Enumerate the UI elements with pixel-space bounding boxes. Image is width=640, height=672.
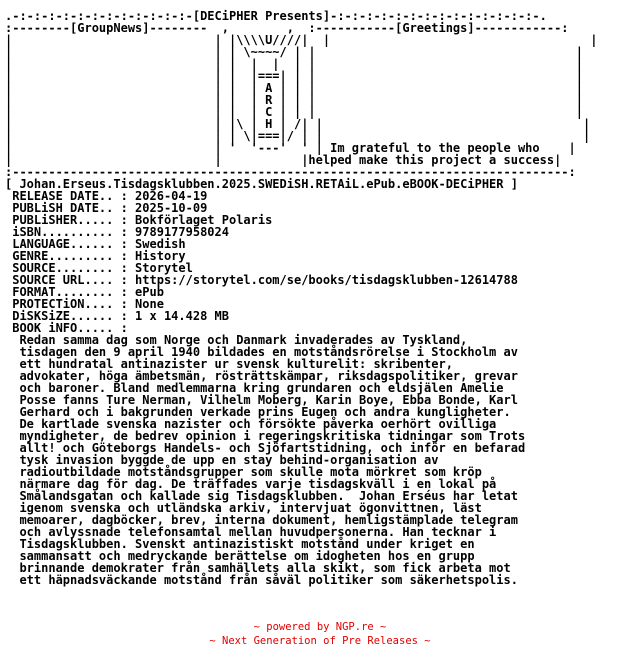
nfo-line: LANGUAGE...... : Swedish — [5, 237, 186, 251]
nfo-line: DiSKSiZE...... : 1 x 14.428 MB — [5, 309, 229, 323]
nfo-line: och baroner. Bland medlemmarna kring grundaren och eldsjälen Amelie — [5, 381, 504, 395]
nfo-line: närmare dag för dag. De träffades varje tisdagskväll i en lokal på — [5, 477, 497, 491]
nfo-line: | | ' '---' ' | Im grateful to the people who | — [5, 141, 576, 155]
nfo-text-block — [5, 10, 597, 586]
nfo-line: ett häpnadsväckande motstånd från såväl politiker som säkerhetspolis. — [5, 573, 518, 587]
nfo-line: | | |\ | H | /| | | — [5, 117, 591, 131]
nfo-line: SOURCE........ : Storytel — [5, 261, 193, 275]
nfo-line: iSBN.......... : 9789177958024 — [5, 225, 229, 239]
footer — [0, 620, 640, 648]
nfo-line: Tisdagsklubben. Svenskt antinazistiskt motstånd under kriget en — [5, 537, 475, 551]
footer-powered-by: ~ powered by NGP.re ~ — [253, 621, 387, 633]
nfo-line: Posse fanns Ture Nerman, Vilhelm Moberg, Karin Boye, Ebba Bonde, Karl — [5, 393, 518, 407]
nfo-line: brinnande demokrater från samhällets alla skikt, som fick arbeta mot — [5, 561, 511, 575]
nfo-line: allt! och Göteborgs Handels- och Sjöfartstidning, och inför en befarad — [5, 441, 526, 455]
nfo-line: BOOK iNFO..... : — [5, 321, 128, 335]
nfo-line: De kartlade svenska nazister och försökte påverka oerhört ovilliga — [5, 417, 497, 431]
nfo-line: SOURCE URL.... : https://storytel.com/se/books/tisdagsklubben-12614788 — [5, 273, 518, 287]
nfo-line: | | | | | | | | — [5, 57, 583, 71]
nfo-line: myndigheter, de bedrev opinion i regeringskritiska tidningar som Trots — [5, 429, 526, 443]
nfo-line: .-:-:-:-:-:-:-:-:-:-:-:-:-[DECiPHER Presents]-:-:-:-:-:-:-:-:-:-:-:-:-:-:-. — [5, 9, 547, 23]
nfo-line: :-----------------------------------------------------------------------------: — [5, 165, 576, 179]
nfo-line: | | | | C | | | | — [5, 105, 583, 119]
nfo-line: igenom svenska och utländska arkiv, intervjuat ögonvittnen, läst — [5, 501, 482, 515]
nfo-line: ett hundratal antinazister ur svensk kulturelit: skribenter, — [5, 357, 453, 371]
nfo-line: | | | | R | | | | — [5, 93, 583, 107]
nfo-line: Gerhard och i bakgrunden verkade prins Eugen och andra kungligheter. — [5, 405, 511, 419]
nfo-line: Redan samma dag som Norge och Danmark invaderades av Tyskland, — [5, 333, 468, 347]
nfo-line: | | | \|===|/ | | | — [5, 129, 591, 143]
nfo-line: tisdagen den 9 april 1940 bildades en motståndsrörelse i Stockholm av — [5, 345, 518, 359]
nfo-line: :--------[GroupNews]-------- , , :-----------[Greetings]------------: — [5, 21, 569, 35]
nfo-line: | | |\\\\U////| | | — [5, 33, 598, 47]
nfo-line: radioutbildade motståndsgrupper som skulle mota mörkret som kröp — [5, 465, 482, 479]
nfo-line: GENRE......... : History — [5, 249, 186, 263]
nfo-line: advokater, höga ämbetsmän, rösträttskämpar, riksdagspolitiker, grevar — [5, 369, 518, 383]
nfo-line: tysk invasion byggde de upp en stay behind-organisation av — [5, 453, 439, 467]
nfo-line: | | |helped make this project a success| — [5, 153, 562, 167]
footer-tagline: ~ Next Generation of Pre Releases ~ — [209, 635, 431, 647]
nfo-line: sammansatt och medryckande berättelse om idogheten hos en grupp — [5, 549, 475, 563]
nfo-line: Smålandsgatan och kallade sig Tisdagsklubben. Johan Erséus har letat — [5, 489, 518, 503]
nfo-line: memoarer, dagböcker, brev, interna dokument, hemligstämplade telegram — [5, 513, 518, 527]
nfo-line: RELEASE DATE.. : 2026-04-19 — [5, 189, 208, 203]
nfo-line: [ Johan.Erseus.Tisdagsklubben.2025.SWEDiSH.RETAiL.ePub.eBOOK-DECiPHER ] — [5, 177, 518, 191]
nfo-line: PUBLiSH DATE.. : 2025-10-09 — [5, 201, 208, 215]
nfo-line: FORMAT........ : ePub — [5, 285, 164, 299]
nfo-line: och avlyssnade telefonsamtal mellan huvudpersonerna. Han tecknar i — [5, 525, 497, 539]
nfo-line: PUBLiSHER..... : Bokförlaget Polaris — [5, 213, 273, 227]
nfo-line: | | | | A | | | | — [5, 81, 583, 95]
nfo-line: PROTECTiON.... : None — [5, 297, 164, 311]
nfo-line: | | | \~~~~/ | | | — [5, 45, 583, 59]
nfo-line: | | | |===| | | | — [5, 69, 583, 83]
